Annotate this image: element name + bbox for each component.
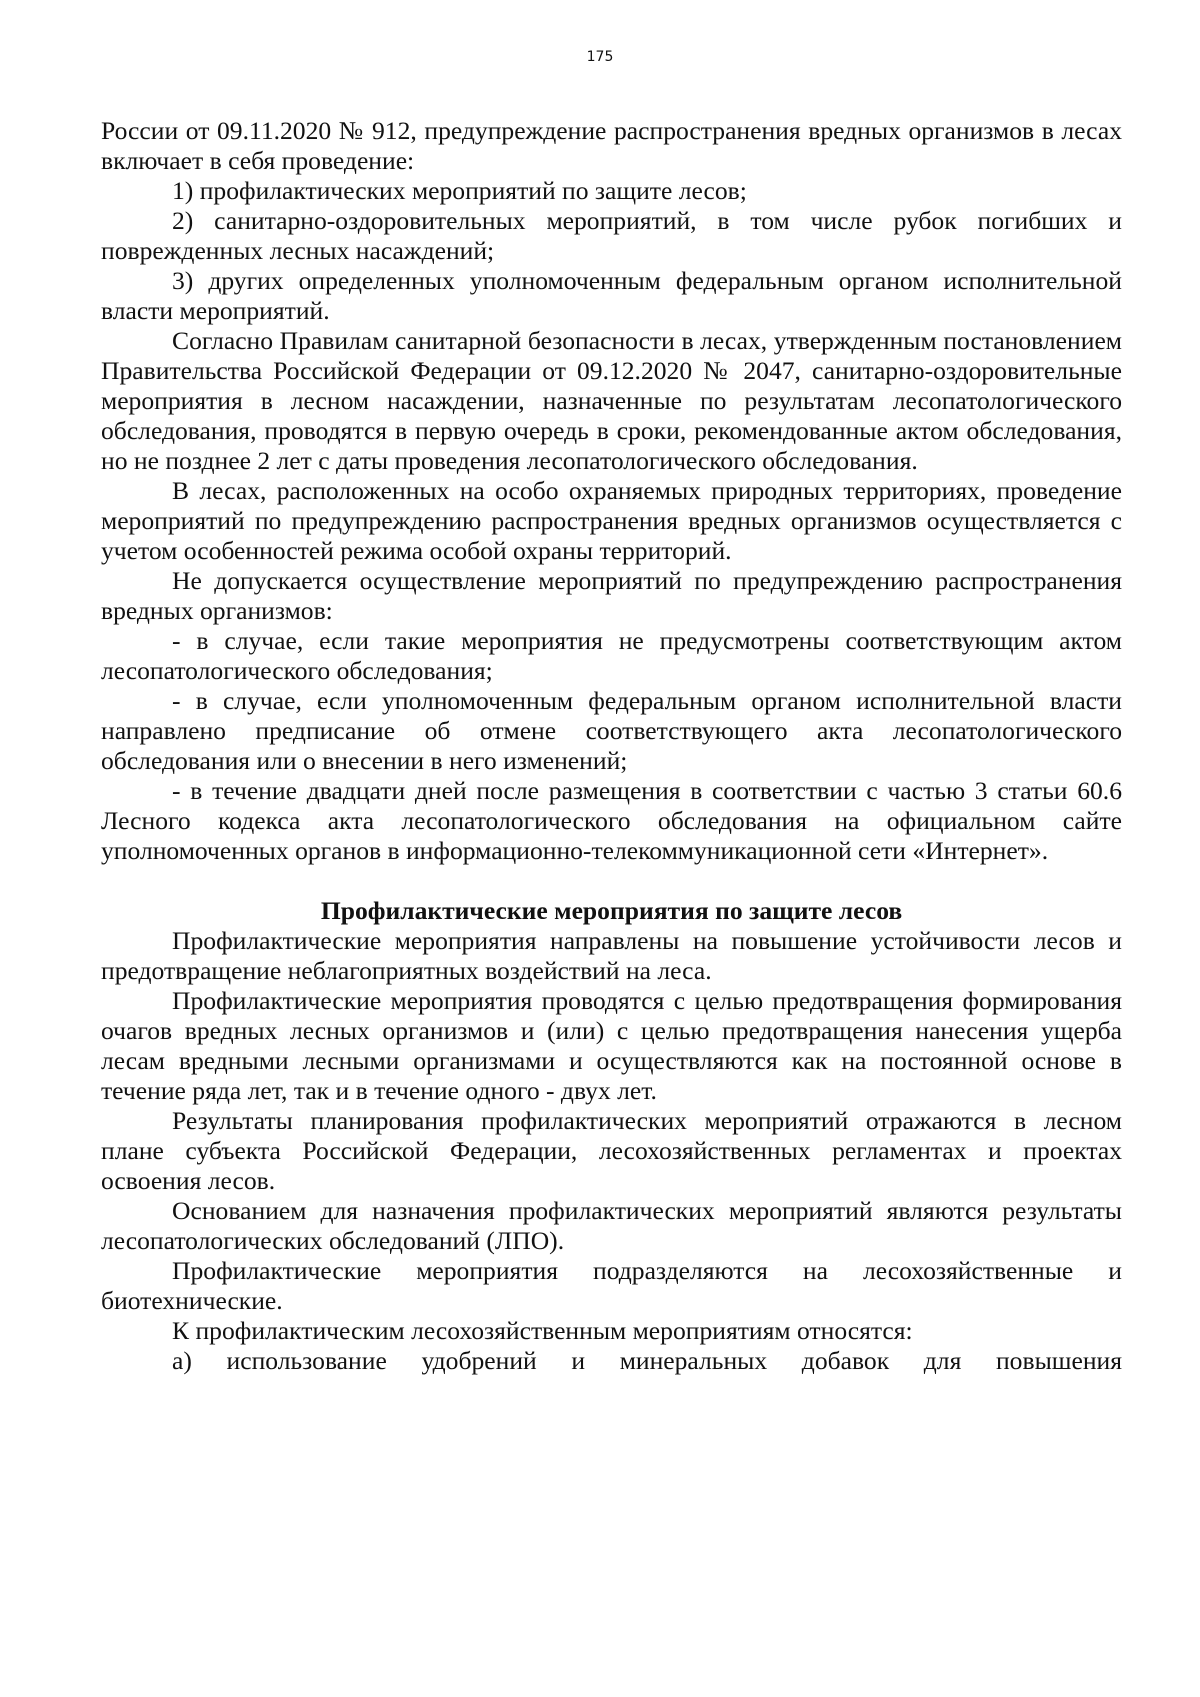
list-item: 3) других определенных уполномоченным федеральным органом исполнительной власти мероприятий. bbox=[101, 266, 1122, 325]
list-item: а) использование удобрений и минеральных добавок для повышения bbox=[172, 1346, 1122, 1375]
list-item: - в случае, если такие мероприятия не предусмотрены соответствующим актом лесопатологического обследования; bbox=[101, 626, 1122, 685]
paragraph: Результаты планирования профилактических мероприятий отражаются в лесном плане субъекта Российской Федерации, лесохозяйственных регламентах и проектах освоения лесов. bbox=[101, 1106, 1122, 1195]
paragraph: Не допускается осуществление мероприятий по предупреждению распространения вредных организмов: bbox=[101, 566, 1122, 625]
paragraph: К профилактическим лесохозяйственным мероприятиям относятся: bbox=[172, 1316, 913, 1345]
document-body bbox=[101, 116, 1122, 1376]
section-heading: Профилактические мероприятия по защите лесов bbox=[320, 896, 903, 925]
paragraph: Профилактические мероприятия подразделяются на лесохозяйственные и биотехнические. bbox=[101, 1256, 1122, 1315]
list-item: 2) санитарно-оздоровительных мероприятий, в том числе рубок погибших и поврежденных лесных насаждений; bbox=[101, 206, 1122, 265]
paragraph: России от 09.11.2020 № 912, предупреждение распространения вредных организмов в лесах включает в себя проведение: bbox=[101, 116, 1122, 175]
list-item: 1) профилактических мероприятий по защите лесов; bbox=[172, 176, 747, 205]
paragraph: Основанием для назначения профилактических мероприятий являются результаты лесопатологических обследований (ЛПО). bbox=[101, 1196, 1122, 1255]
list-item: - в случае, если уполномоченным федеральным органом исполнительной власти направлено предписание об отмене соответствующего акта лесопатологического обследования или о внесении в него изменений; bbox=[101, 686, 1122, 775]
paragraph: Профилактические мероприятия проводятся с целью предотвращения формирования очагов вредных лесных организмов и (или) с целью предотвращения нанесения ущерба лесам вредными лесными организмами и осуществляются как на постоянной основе в течение ряда лет, так и в течение одного - двух лет. bbox=[101, 986, 1122, 1105]
list-item: - в течение двадцати дней после размещения в соответствии с частью 3 статьи 60.6 Лесного кодекса акта лесопатологического обследования на официальном сайте уполномоченных органов в информационно-телекоммуникационной сети «Интернет». bbox=[101, 776, 1122, 865]
paragraph: В лесах, расположенных на особо охраняемых природных территориях, проведение мероприятий по предупреждению распространения вредных организмов осуществляется с учетом особенностей режима особой охраны территорий. bbox=[101, 476, 1122, 565]
paragraph: Согласно Правилам санитарной безопасности в лесах, утвержденным постановлением Правительства Российской Федерации от 09.12.2020 № 2047, санитарно-оздоровительные мероприятия в лесном насаждении, назначенные по результатам лесопатологического обследования, проводятся в первую очередь в сроки, рекомендованные актом обследования, но не позднее 2 лет с даты проведения лесопатологического обследования. bbox=[101, 326, 1122, 475]
page-number: 175 bbox=[586, 49, 614, 65]
paragraph: Профилактические мероприятия направлены на повышение устойчивости лесов и предотвращение неблагоприятных воздействий на леса. bbox=[101, 926, 1122, 985]
